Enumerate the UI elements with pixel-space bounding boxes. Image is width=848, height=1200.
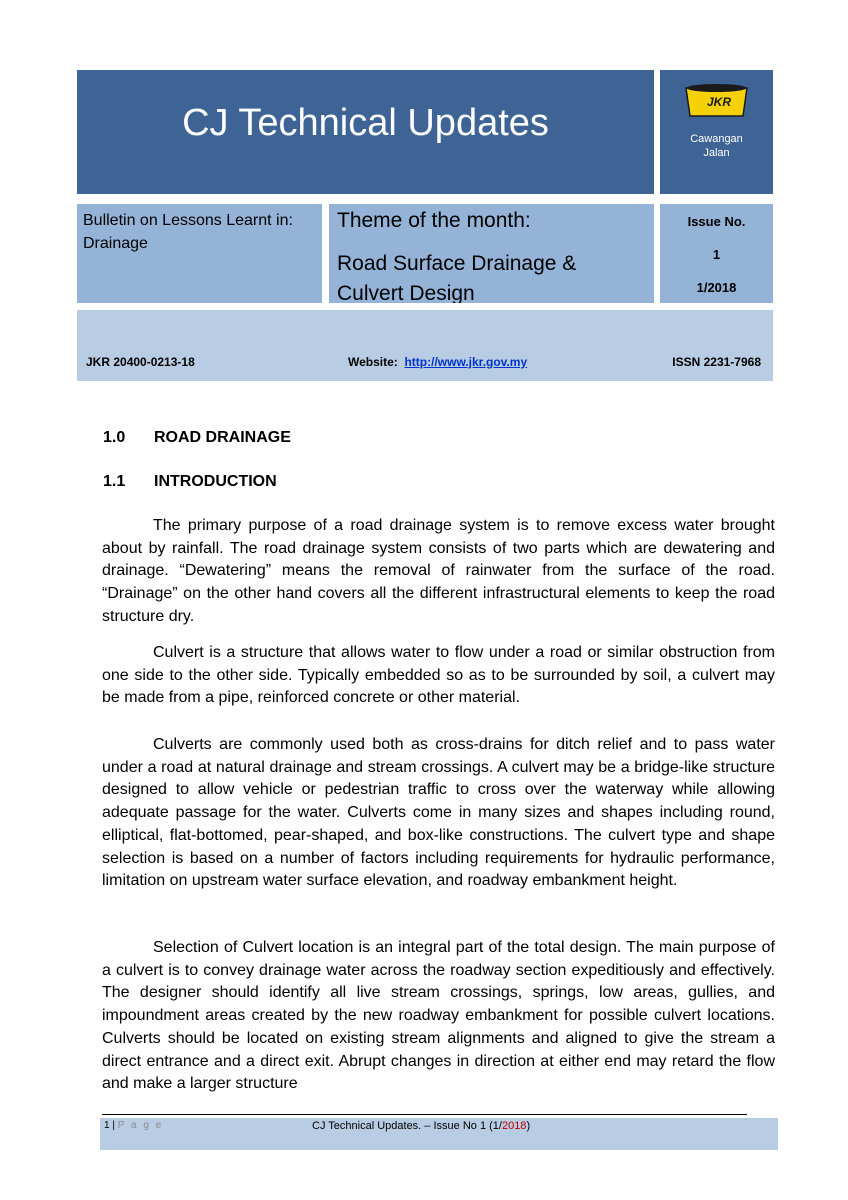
issue-date: 1/2018 xyxy=(696,280,737,295)
page-number: 1 | P a g e xyxy=(104,1120,164,1131)
title-banner xyxy=(77,70,654,194)
section-title: ROAD DRAINAGE xyxy=(154,429,291,446)
bulletin-line-1: Bulletin on Lessons Learnt in: xyxy=(83,212,293,229)
logo-text: JKR xyxy=(706,95,732,109)
website-link[interactable]: http://www.jkr.gov.my xyxy=(404,355,528,369)
body-paragraph: The primary purpose of a road drainage system is to remove excess water brought about by rainfall. The road drainage system consists of two parts which are dewatering and drainage. “Dewatering” means the removal of rainwater from the surface of the road. “Drainage” on the other hand covers all the different infrastructural elements to keep the road structure dry. xyxy=(102,517,775,625)
org-name xyxy=(660,132,773,160)
logo-panel xyxy=(660,70,773,194)
theme-panel xyxy=(329,204,654,303)
section-number: 1.0 xyxy=(103,429,126,446)
theme-label: Theme of the month: xyxy=(337,209,531,232)
issue-panel xyxy=(660,204,773,303)
theme-value: Road Surface Drainage & Culvert Design xyxy=(337,252,577,303)
footer-text xyxy=(312,1120,530,1132)
bulletin-panel xyxy=(77,204,322,303)
body-paragraph: Culverts are commonly used both as cross-drains for ditch relief and to pass water under a road at natural drainage and stream crossings. A culvert may be a bridge-like structure designed to allow vehicle or pedestrian traffic to cross over the waterway while allowing adequate passage for the water. Culverts come in many sizes and shapes including round, elliptical, flat-bottomed, pear-shaped, and box-like constructions. The culvert type and shape selection is based on a number of factors including requirements for hydraulic performance, limitation on upstream water surface elevation, and roadway embankment height. xyxy=(102,736,775,890)
org-line-2: Jalan xyxy=(703,147,730,159)
issue-number: 1 xyxy=(712,247,721,262)
bulletin-line-2: Drainage xyxy=(83,235,148,252)
footer-text-suffix: ) xyxy=(526,1120,531,1132)
jkr-code: JKR 20400-0213-18 xyxy=(86,355,195,369)
subsection-title: INTRODUCTION xyxy=(154,473,277,490)
info-bar xyxy=(77,310,773,381)
page-number-value: 1 xyxy=(104,1120,110,1131)
footer-divider xyxy=(102,1114,747,1115)
issue-label: Issue No. xyxy=(687,214,746,229)
website xyxy=(348,355,527,369)
jkr-logo xyxy=(683,82,750,120)
issn: ISSN 2231-7968 xyxy=(672,355,761,369)
subsection-number: 1.1 xyxy=(103,473,126,490)
footer xyxy=(100,1118,778,1150)
footer-year: 2018 xyxy=(501,1120,527,1132)
org-line-1: Cawangan xyxy=(690,133,743,145)
website-label: Website: xyxy=(348,355,398,369)
page-title: CJ Technical Updates xyxy=(182,102,549,144)
body-paragraph: Culvert is a structure that allows water to flow under a road or similar obstruction from one side to the other side. Typically embedded so as to be surrounded by soil, a culvert may be made from a pipe, reinforced concrete or other material. xyxy=(102,644,775,707)
footer-text-prefix: CJ Technical Updates. – Issue No 1 (1/ xyxy=(312,1120,502,1132)
body-paragraph: Selection of Culvert location is an integral part of the total design. The main purpose of a culvert is to convey drainage water across the roadway section expeditiously and effectively. The designer should identify all live stream crossings, springs, low areas, gullies, and impoundment areas created by the new roadway embankment for possible culvert locations. Culverts should be located on existing stream alignments and aligned to give the stream a direct entrance and a direct exit. Abrupt changes in direction at either end may retard the flow and make a larger structure xyxy=(102,939,775,1093)
page-label: P a g e xyxy=(117,1120,164,1131)
